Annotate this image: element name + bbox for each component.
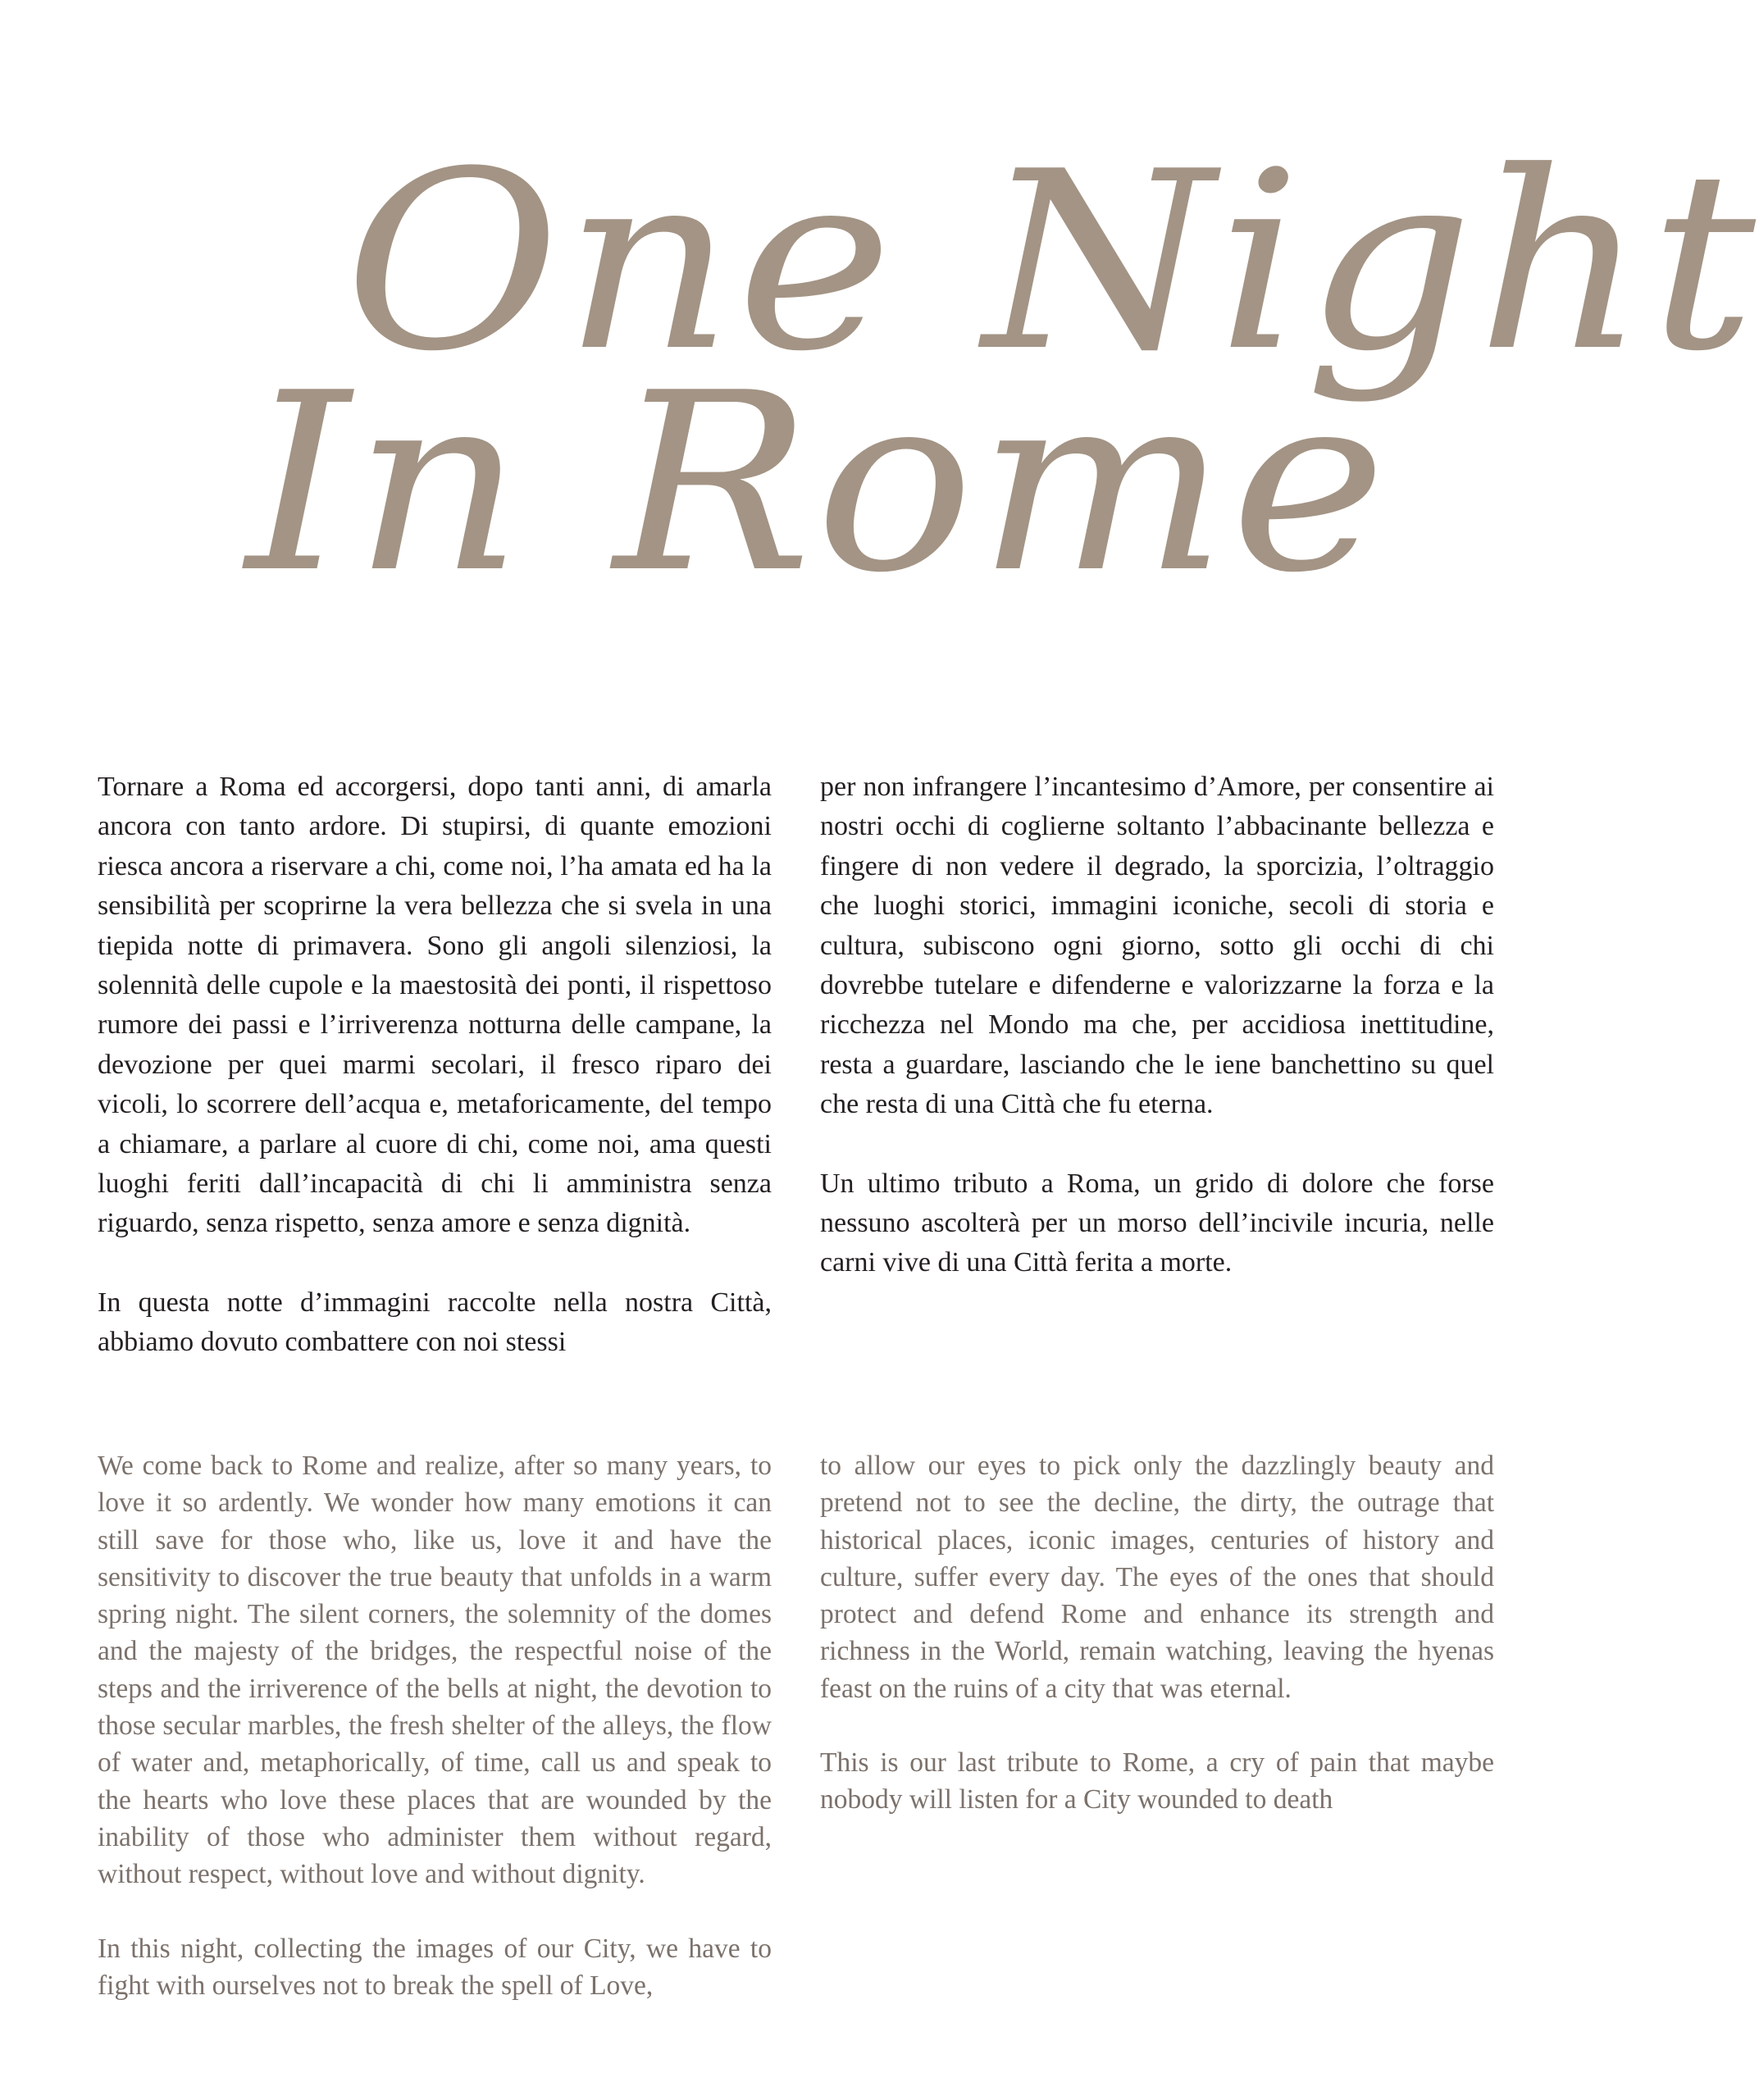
italian-left-paragraph-1: Tornare a Roma ed accorgersi, dopo tanti anni, di amarla ancora con tanto ardore. Di stupirsi, di quante emozioni riesca ancora a riservare a chi, come noi, l’ha amata ed ha la sensibilità per scoprirne la vera bellezza che si svela in una tiepida notte di primavera. Sono gli angoli silenziosi, la solennità delle cupole e la maestosità dei ponti, il rispettoso rumore dei passi e l’irriverenza notturna delle campane, la devozione per quei marmi secolari, il fresco riparo dei vicoli, lo scorrere dell’acqua e, metaforicamente, del tempo a chiamare, a parlare al cuore di chi, come noi, ama questi luoghi feriti dall’incapacità di chi li amministra senza riguardo, senza rispetto, senza amore e senza dignità. [98, 772, 772, 1239]
english-left-paragraph-1: We come back to Rome and realize, after so many years, to love it so ardently. We wonder how many emotions it can still save for those who, like us, love it and have the sensitivity to discover the true beauty that unfolds in a warm spring night. The silent corners, the solemnity of the domes and the majesty of the bridges, the respectful noise of the steps and the irriverence of the bells at night, the devotion to those secular marbles, the fresh shelter of the alleys, the flow of water and, metaphorically, of time, call us and speak to the hearts who love these places that are wounded by the inability of those who administer them without regard, without respect, without love and without dignity. [98, 1451, 772, 1890]
english-left-paragraph-2: In this night, collecting the images of our City, we have to fight with ourselves not to break the spell of Love, [98, 1933, 772, 2001]
italian-text-right-column [820, 768, 1494, 1283]
italian-right-paragraph-2: Un ultimo tributo a Roma, un grido di dolore che forse nessuno ascolterà per un morso dell’incivile incuria, nelle carni vive di una Città ferita a morte. [820, 1168, 1494, 1278]
title-line-one-night: One Night [344, 119, 1759, 405]
italian-text-left-column [98, 768, 772, 1363]
italian-left-paragraph-2: In questa notte d’immagini raccolte nella nostra Città, abbiamo dovuto combattere con noi stessi [98, 1287, 772, 1358]
title-line-in-rome: In Rome [246, 340, 1390, 626]
english-right-paragraph-2: This is our last tribute to Rome, a cry of pain that maybe nobody will listen for a City wounded to death [820, 1747, 1494, 1815]
italian-right-paragraph-1: per non infrangere l’incantesimo d’Amore, per consentire ai nostri occhi di coglierne soltanto l’abbacinante bellezza e fingere di non vedere il degrado, la sporcizia, l’oltraggio che luoghi storici, immagini iconiche, secoli di storia e cultura, subiscono ogni giorno, sotto gli occhi di chi dovrebbe tutelare e difenderne e valorizzarne la forza e la ricchezza nel Mondo ma che, per accidiosa inettitudine, resta a guardare, lasciando che le iene banchettino su quel che resta di una Città che fu eterna. [820, 772, 1494, 1120]
english-text-left-column [98, 1447, 772, 2004]
english-text-right-column [820, 1447, 1494, 1819]
english-right-paragraph-1: to allow our eyes to pick only the dazzlingly beauty and pretend not to see the decline, the dirty, the outrage that historical places, iconic images, centuries of history and culture, suffer every day. The eyes of the ones that should protect and defend Rome and enhance its strength and richness in the World, remain watching, leaving the hyenas feast on the ruins of a city that was eternal. [820, 1451, 1494, 1704]
